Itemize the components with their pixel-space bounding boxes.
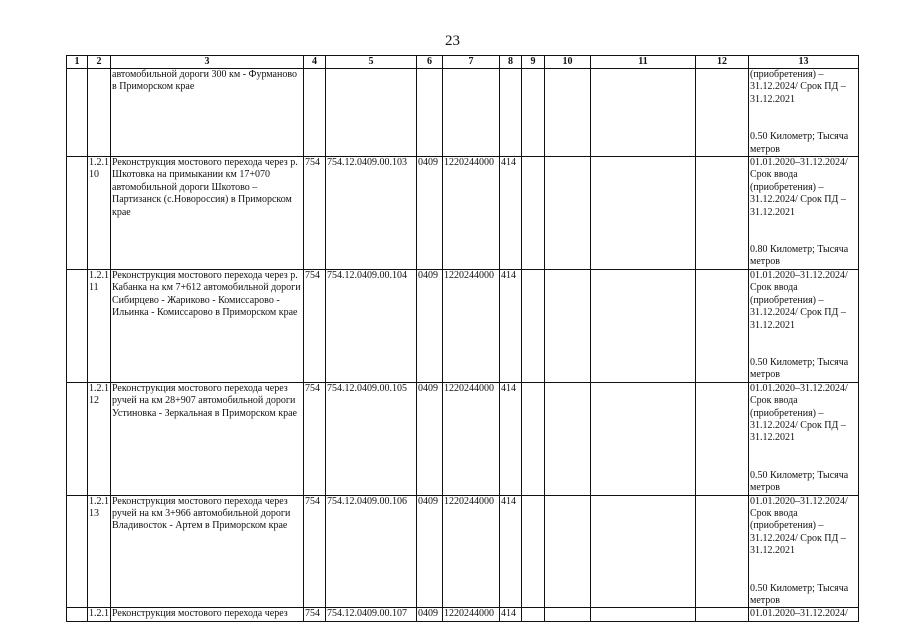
cell-c5: 754.12.0409.00.107 [326,608,417,622]
program-table [66,55,859,622]
cell-c6: 0409 [417,269,443,382]
item-number: 1.2.1 12 [88,382,111,495]
cell-c8: 414 [500,157,522,270]
cell-c7: 1220244000 [443,608,500,622]
schedule-text: 01.01.2020–31.12.2024/ Срок ввода (приобретения) – 31.12.2024/ Срок ПД – 31.12.2021 [750,157,848,218]
cell-c8: 414 [500,608,522,622]
schedule-text: 01.01.2020–31.12.2024/ Срок ввода (приобретения) – 31.12.2024/ Срок ПД – 31.12.2021 [750,269,848,331]
column-header: 3 [111,56,304,69]
object-name: Реконструкция мостового перехода через ручей на км 3+966 автомобильной дороги Владивосток - Артем в Приморском крае [111,495,304,608]
column-header: 13 [749,56,859,69]
cell-c5: 754.12.0409.00.103 [326,157,417,270]
cell-c5: 754.12.0409.00.105 [326,382,417,495]
table-row [67,608,859,622]
object-name: Реконструкция мостового перехода через р. Кабанка на км 7+612 автомобильной дороги Сибирцево - Жариково - Комиссарово - Ильинка - Комиссарово в Приморском крае [111,269,304,382]
schedule-cell [749,382,859,495]
item-number: 1.2.1 11 [88,269,111,382]
cell-c6: 0409 [417,157,443,270]
capacity-text: 0.80 Километр; Тысяча метров [750,244,849,268]
schedule-cell [749,495,859,608]
cell-c4: 754 [304,382,326,495]
column-header: 10 [545,56,591,69]
cell-c8: 414 [500,269,522,382]
column-header: 8 [500,56,522,69]
schedule-text: 01.01.2020–31.12.2024/ Срок ввода (приобретения) – 31.12.2024/ Срок ПД – 31.12.2021 [750,382,848,444]
column-header: 5 [326,56,417,69]
column-header: 1 [67,56,88,69]
object-name: Реконструкция мостового перехода через р. Шкотовка на примыкании км 17+070 автомобильной дороги Шкотово – Партизанск (с.Новороссия) в Приморском крае [111,157,304,270]
cell-c4: 754 [304,157,326,270]
schedule-cell [749,157,859,270]
schedule-text: 01.01.2020–31.12.2024/ Срок ввода (приобретения) – 31.12.2024/ Срок ПД – 31.12.2021 [750,495,848,557]
schedule-cell [749,269,859,382]
column-header: 7 [443,56,500,69]
column-header: 4 [304,56,326,69]
cell-c6: 0409 [417,382,443,495]
cell-c8: 414 [500,382,522,495]
schedule-cell: 01.01.2020–31.12.2024/ [749,608,859,622]
table-row [67,157,859,270]
cell-c6: 0409 [417,495,443,608]
capacity-text: 0.50 Километр; Тысяча метров [750,356,849,381]
cell-c7: 1220244000 [443,495,500,608]
cell-c4: 754 [304,495,326,608]
column-number-row [67,56,859,69]
table-row [67,269,859,382]
column-header: 9 [522,56,545,69]
cell-c8: 414 [500,495,522,608]
cell-c4: 754 [304,269,326,382]
page-number: 23 [445,33,460,49]
cell-c7: 1220244000 [443,157,500,270]
column-header: 6 [417,56,443,69]
cell-c6: 0409 [417,608,443,622]
capacity-text: 0.50 Километр; Тысяча метров [750,131,849,155]
cell-c7: 1220244000 [443,269,500,382]
object-name: автомобильной дороги 300 км - Фурманово в Приморском крае [111,69,304,157]
item-number: 1.2.1 13 [88,495,111,608]
cell-c7: 1220244000 [443,382,500,495]
table-row [67,382,859,495]
capacity-text: 0.50 Километр; Тысяча метров [750,469,849,494]
capacity-text: 0.50 Километр; Тысяча метров [750,582,849,606]
object-name: Реконструкция мостового перехода через [111,608,304,622]
object-name: Реконструкция мостового перехода через ручей на км 28+907 автомобильной дороги Устиновка - Зеркальная в Приморском крае [111,382,304,495]
cell-c5: 754.12.0409.00.106 [326,495,417,608]
schedule-cell [749,69,859,157]
column-header: 2 [88,56,111,69]
column-header: 11 [591,56,696,69]
column-header: 12 [696,56,749,69]
table-row [67,495,859,608]
cell-c4: 754 [304,608,326,622]
cell-c5: 754.12.0409.00.104 [326,269,417,382]
item-number: 1.2.1 10 [88,157,111,270]
schedule-text: (приобретения) – 31.12.2024/ Срок ПД – 31.12.2021 [750,69,846,105]
item-number: 1.2.1 [88,608,111,622]
table-row [67,69,859,157]
